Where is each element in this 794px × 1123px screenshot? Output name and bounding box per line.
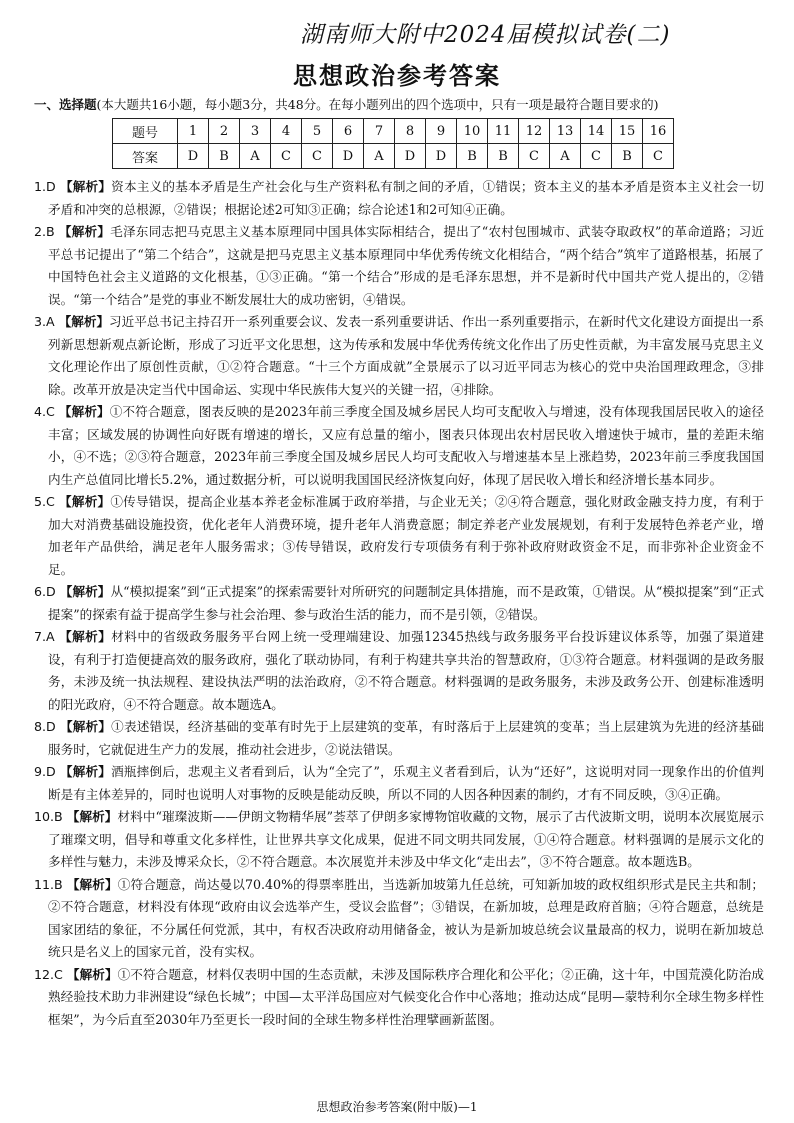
analysis-tag: 【解析】: [59, 584, 111, 599]
question-number-cell: 4: [271, 119, 302, 144]
answer-cell: B: [488, 144, 519, 169]
question-number-cell: 11: [488, 119, 519, 144]
answer-cell: C: [302, 144, 333, 169]
question-number-cell: 5: [302, 119, 333, 144]
explanation-number: 2.B: [34, 224, 55, 239]
explanation-text: ①符合题意，尚达曼以70.40%的得票率胜出，当选新加坡第九任总统，可知新加坡的政权组织形式是民主共和制；②不符合题意，材料没有体现“政府由议会选举产生，受议会监督”；③错误，在新加坡，总理是政府首脑；④符合题意，总统是国家团结的象征，不分属任何党派，其中，有权否决政府动用储备金，被认为是新加坡总统会议量最高的权力，说明在新加坡总统只是名义上的国家元首，没有实权。: [48, 876, 764, 959]
answer-cell: D: [178, 144, 209, 169]
question-number-cell: 7: [364, 119, 395, 144]
answer-cell: A: [550, 144, 581, 169]
answer-cell: A: [364, 144, 395, 169]
explanation-text: ①表述错误，经济基础的变革有时先于上层建筑的变革，有时落后于上层建筑的变革；当上层建筑为先进的经济基础服务时，它就促进生产力的发展，推动社会进步，②说法错误。: [48, 719, 765, 757]
analysis-tag: 【解析】: [59, 764, 112, 779]
analysis-tag: 【解析】: [59, 494, 111, 509]
page-footer: 思想政治参考答案(附中版)—1: [316, 1100, 478, 1114]
explanation-text: 酒瓶摔倒后，悲观主义者看到后，认为“全完了”，乐观主义者看到后，认为“还好”，这说明对同一现象作出的价值判断是有主体差异的，同时也说明人对事物的反映是能动反映，所以不同的人因各种因素的制约，才有不同反映，③④正确。: [48, 764, 764, 802]
explanation-number: 10.B: [34, 809, 63, 824]
answer-cell: D: [426, 144, 457, 169]
explanation-item: [34, 401, 764, 491]
explanation-item: [34, 716, 764, 761]
question-number-cell: 9: [426, 119, 457, 144]
explanation-text: 从“模拟提案”到“正式提案”的探索需要针对所研究的问题制定具体措施，而不是政策，①错误。从“模拟提案”到“正式提案”的探索有益于提高学生参与社会治理、参与政治生活的能力，而不是引领，②错误。: [48, 584, 764, 622]
answer-cell: D: [395, 144, 426, 169]
explanation-list: [34, 176, 764, 1031]
explanation-text: 毛泽东同志把马克思主义基本原理同中国具体实际相结合，提出了“农村包围城市、武装夺取政权”的革命道路；习近平总书记提出了“第二个结合”，这就是把马克思主义基本原理同中华优秀传统文化相结合，“两个结合”筑牢了道路根基，拓展了中国特色社会主义道路的文化根基，①③正确。“第一个结合”形成的是毛泽东思想，并不是新时代中国共产党人提出的，②错误。“第一个结合”是党的事业不断发展壮大的成功密钥，④错误。: [48, 224, 764, 307]
section-label: 一、选择题: [34, 97, 97, 112]
explanation-text: 材料中的省级政务服务平台网上统一受理端建设、加强12345热线与政务服务平台投诉建议体系等，加强了渠道建设，有利于打造便捷高效的服务政府，强化了联动协同，有利于构建共享共治的智慧政府，①③符合题意。材料强调的是政务服务，未涉及统一执法规程、建设执法严明的法治政府，②不符合题意。材料强调的是政务服务，未涉及政务公开、创建标准透明的阳光政府，④不符合题意。故本题选A。: [48, 629, 764, 712]
row-label-answer: 答案: [113, 144, 178, 169]
explanation-number: 5.C: [34, 494, 55, 509]
analysis-tag: 【解析】: [66, 966, 118, 982]
question-number-cell: 1: [178, 119, 209, 144]
explanation-item: [34, 806, 764, 874]
explanation-item: [34, 874, 764, 964]
explanation-number: 12.C: [34, 966, 63, 982]
explanation-text: ①不符合题意，图表反映的是2023年前三季度全国及城乡居民人均可支配收入与增速，没有体现我国居民收入的途径丰富；区域发展的协调性向好既有增速的增长，又应有总量的缩小，图表只体现出农村居民收入增速快于城市，量的差距未缩小，④不选；②③符合题意，2023年前三季度全国及城乡居民人均可支配收入与增速基本呈上涨趋势，2023年前三季度我国国内生产总值同比增长5.2%，通过数据分析，可以说明我国国民经济恢复向好，体现了居民收入增长和经济增长基本同步。: [48, 404, 764, 487]
analysis-tag: 【解析】: [59, 629, 112, 644]
answer-cell: B: [209, 144, 240, 169]
explanation-item: [34, 761, 764, 806]
answer-cell: A: [240, 144, 271, 169]
answer-cell: C: [271, 144, 302, 169]
explanation-number: 1.D: [34, 179, 56, 194]
explanation-item: [34, 221, 764, 311]
explanation-number: 4.C: [34, 404, 55, 419]
answer-cell: C: [643, 144, 674, 169]
explanation-item: [34, 176, 764, 221]
question-number-cell: 12: [519, 119, 550, 144]
answer-table-number-row: [113, 119, 674, 144]
question-number-cell: 8: [395, 119, 426, 144]
answer-cell: B: [612, 144, 643, 169]
explanation-text: 材料中“璀璨波斯——伊朗文物精华展”荟萃了伊朗多家博物馆收藏的文物，展示了古代波斯文明，说明本次展览展示了璀璨文明，倡导和尊重文化多样性，让世界共享文化成果，促进不同文明共同发展，①④符合题意。材料强调的是展示文化的多样性与魅力，未涉及博采众长，②不符合题意。本次展览并未涉及中华文化“走出去”，③不符合题意。故本题选B。: [48, 809, 764, 869]
answer-cell: C: [581, 144, 612, 169]
question-number-cell: 3: [240, 119, 271, 144]
answer-cell: D: [333, 144, 364, 169]
subject-title: 思想政治参考答案: [293, 62, 501, 90]
section-description: (本大题共16小题，每小题3分，共48分。在每小题列出的四个选项中，只有一项是最符合题目要求的): [96, 97, 659, 112]
answer-table: [112, 118, 674, 169]
question-number-cell: 2: [209, 119, 240, 144]
analysis-tag: 【解析】: [58, 404, 110, 419]
analysis-tag: 【解析】: [58, 314, 110, 329]
question-number-cell: 6: [333, 119, 364, 144]
analysis-tag: 【解析】: [59, 719, 112, 734]
analysis-tag: 【解析】: [66, 876, 118, 892]
explanation-item: [34, 491, 764, 581]
answer-table-answer-row: [113, 144, 674, 169]
explanation-item: [34, 964, 764, 1032]
analysis-tag: 【解析】: [59, 179, 112, 194]
question-number-cell: 14: [581, 119, 612, 144]
explanation-number: 8.D: [34, 719, 56, 734]
question-number-cell: 13: [550, 119, 581, 144]
explanation-number: 3.A: [34, 314, 55, 329]
row-label-number: 题号: [113, 119, 178, 144]
explanation-text: 资本主义的基本矛盾是生产社会化与生产资料私有制之间的矛盾，①错误；资本主义的基本矛盾是资本主义社会一切矛盾和冲突的总根源，②错误；根据论述2可知③正确；综合论述1和2可知④正确。: [48, 179, 765, 217]
analysis-tag: 【解析】: [66, 809, 118, 824]
question-number-cell: 10: [457, 119, 488, 144]
answer-cell: B: [457, 144, 488, 169]
section-heading: [34, 95, 774, 113]
explanation-number: 7.A: [34, 629, 55, 644]
explanation-text: ①不符合题意，材料仅表明中国的生态贡献，未涉及国际秩序合理化和公平化；②正确，这十年，中国荒漠化防治成熟经验技术助力非洲建设“绿色长城”；中国—太平洋岛国应对气候变化合作中心落地；推动达成“昆明—蒙特利尔全球生物多样性框架”，为今后直至2030年乃至更长一段时间的全球生物多样性治理擘画新蓝图。: [48, 966, 764, 1027]
explanation-item: [34, 581, 764, 626]
analysis-tag: 【解析】: [58, 224, 111, 239]
explanation-number: 6.D: [34, 584, 56, 599]
explanation-item: [34, 626, 764, 716]
explanation-number: 11.B: [34, 876, 63, 892]
explanation-number: 9.D: [34, 764, 56, 779]
explanation-text: ①传导错误，提高企业基本养老金标准属于政府举措，与企业无关；②④符合题意，强化财政金融支持力度，有利于加大对消费基础设施投资，优化老年人消费环境，提升老年人消费意愿；制定养老产业发展规划，有利于发展特色养老产业，增加老年产品供给，满足老年人服务需求；③传导错误，政府发行专项债务有利于弥补政府财政资金不足，而非弥补企业资金不足。: [48, 494, 765, 577]
school-title: 湖南师大附中2024届模拟试卷(二): [300, 22, 671, 48]
answer-cell: C: [519, 144, 550, 169]
explanation-item: [34, 311, 764, 401]
question-number-cell: 16: [643, 119, 674, 144]
question-number-cell: 15: [612, 119, 643, 144]
explanation-text: 习近平总书记主持召开一系列重要会议、发表一系列重要讲话、作出一系列重要指示，在新时代文化建设方面提出一系列新思想新观点新论断，形成了习近平文化思想，这为传承和发展中华优秀传统文化作出了历史性贡献，为丰富发展马克思主义文化理论作出了原创性贡献，①②符合题意。“十三个方面成就”全景展示了以习近平同志为核心的党中央治国理政理念，③排除。改革开放是决定当代中国命运、实现中华民族伟大复兴的关键一招，④排除。: [48, 314, 765, 397]
